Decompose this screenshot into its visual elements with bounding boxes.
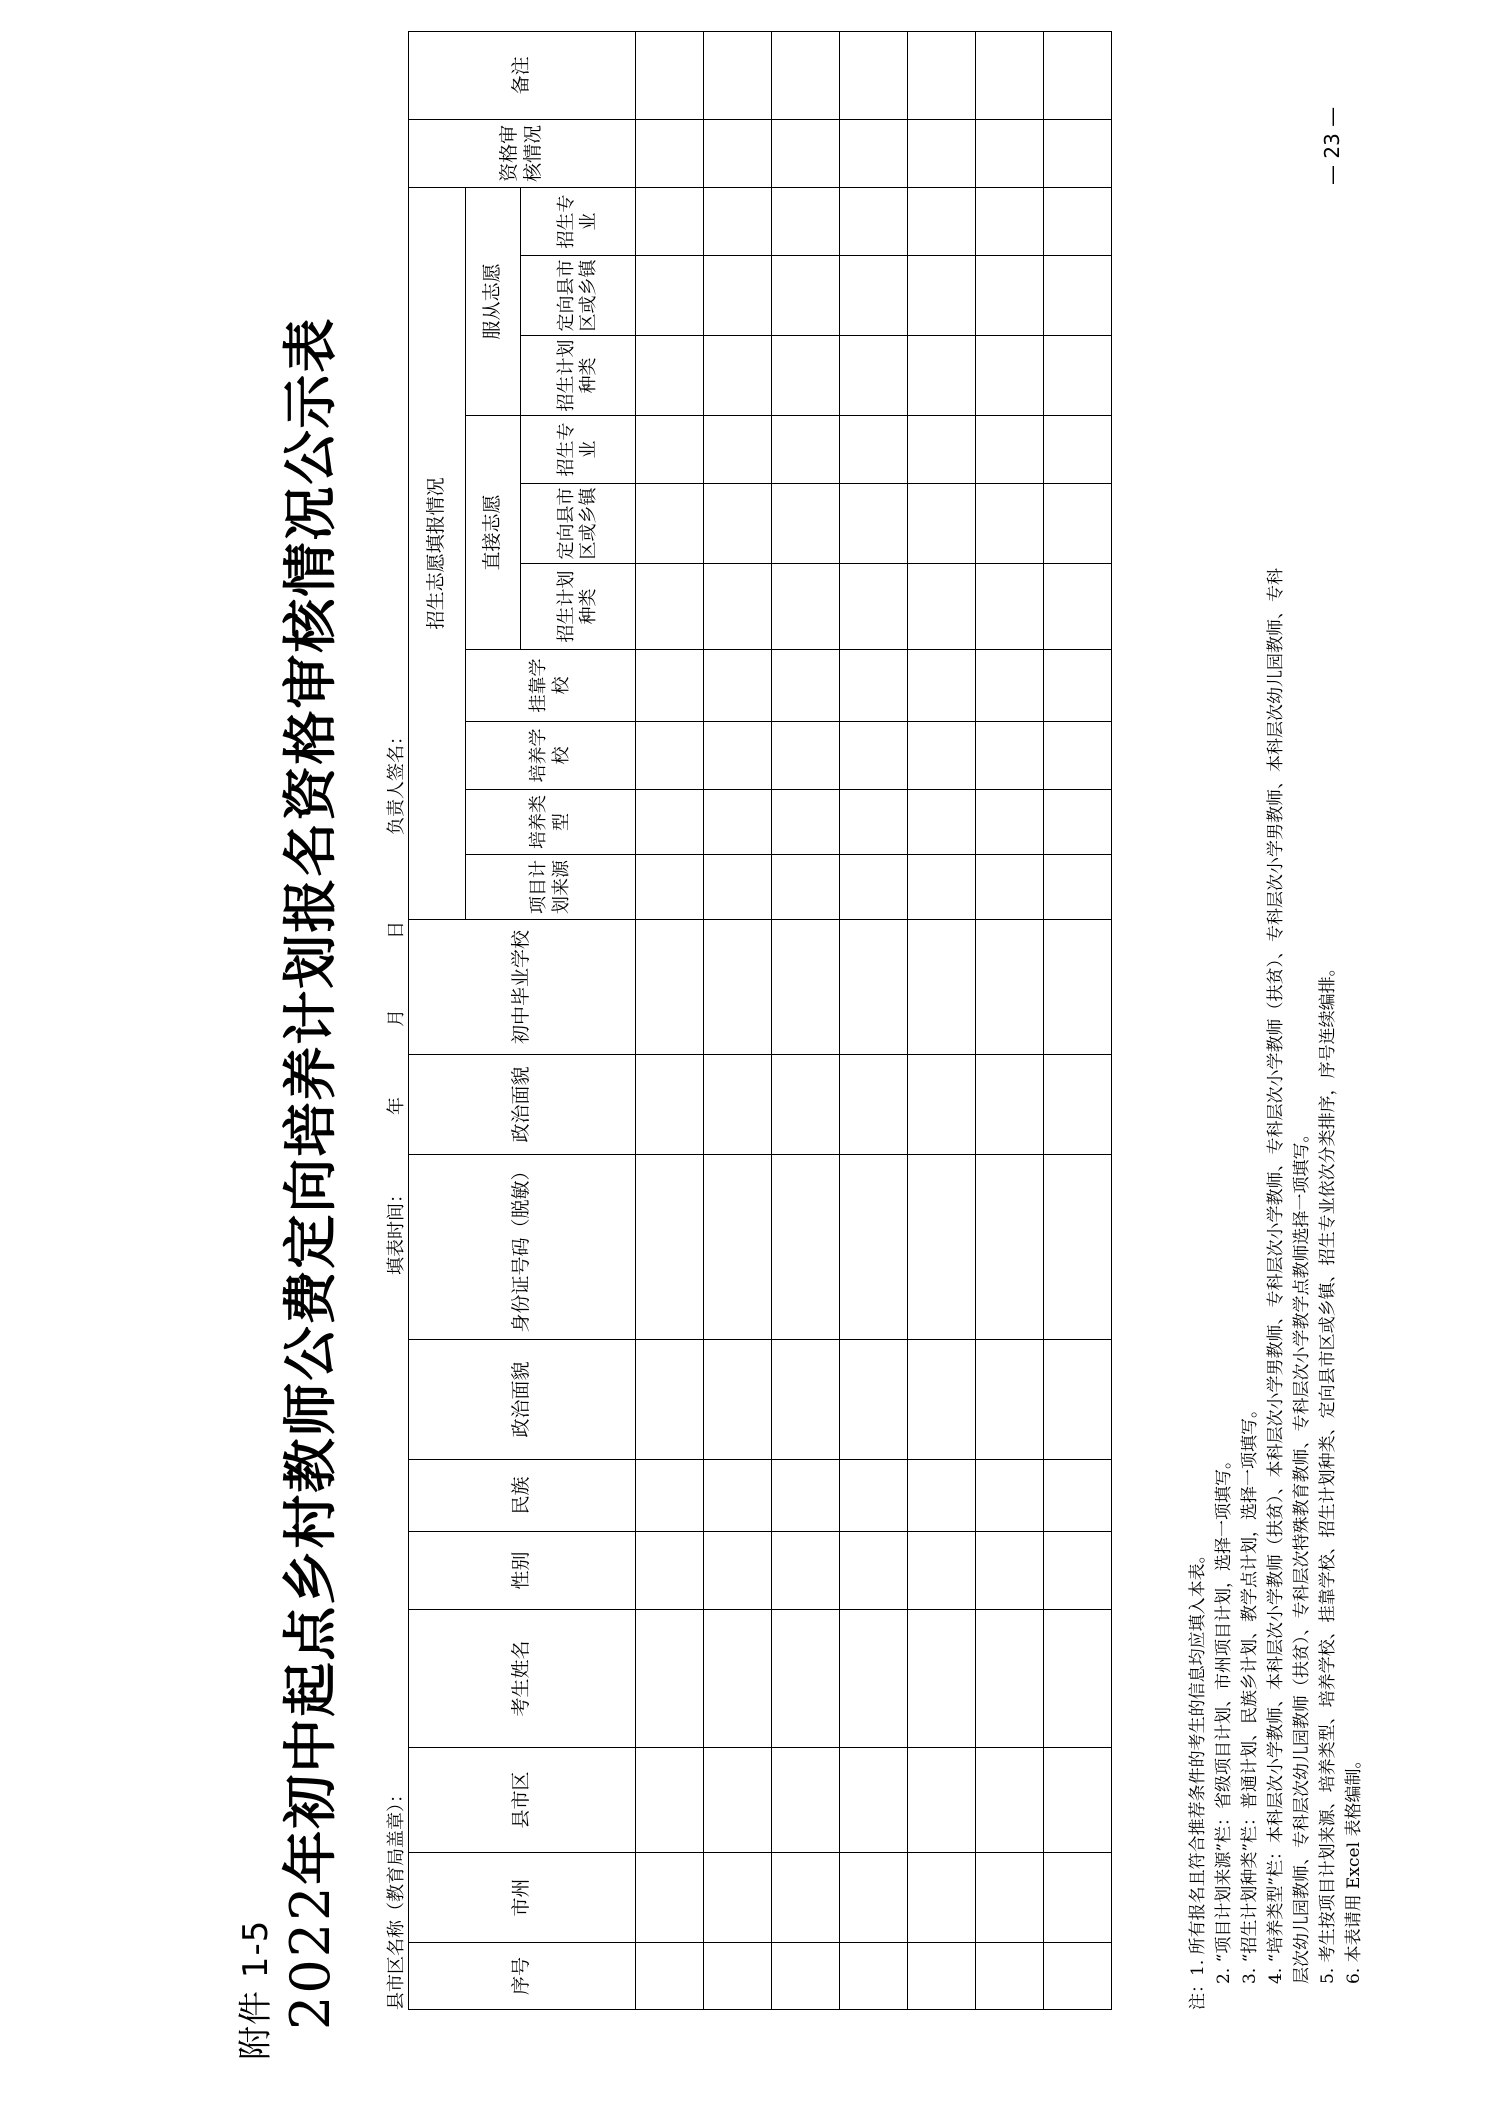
table-cell xyxy=(1044,256,1112,336)
group-direct: 直接志愿 xyxy=(466,416,521,650)
table-cell xyxy=(976,855,1044,920)
table-cell xyxy=(976,564,1044,650)
table-cell xyxy=(976,416,1044,484)
table-cell xyxy=(840,1340,908,1460)
table-row xyxy=(772,31,840,2009)
table-cell xyxy=(1044,119,1112,187)
table-cell xyxy=(636,650,704,722)
table-cell xyxy=(840,1532,908,1610)
table-cell xyxy=(976,484,1044,564)
title-text: 年初中起点乡村教师公费定向培养计划报名资格审核情况公示表 xyxy=(278,316,342,1885)
table-row xyxy=(704,31,772,2009)
col-target-area-2: 定向县市区或乡镇 xyxy=(521,256,636,336)
table-cell xyxy=(976,1460,1044,1532)
table-cell xyxy=(976,336,1044,416)
table-cell xyxy=(704,1055,772,1155)
table-cell xyxy=(704,564,772,650)
note-line: 层次幼儿园教师、专科层次幼儿园教师（扶贫）、专科层次特殊教育教师、专科层次小学教学点教师选择一项填写。 xyxy=(1292,1125,1312,1984)
table-cell xyxy=(772,1155,840,1340)
table-cell xyxy=(636,484,704,564)
table-cell xyxy=(840,416,908,484)
table-cell xyxy=(772,790,840,855)
table-cell xyxy=(908,336,976,416)
table-cell xyxy=(704,650,772,722)
table-cell xyxy=(636,336,704,416)
table-cell xyxy=(1044,855,1112,920)
col-plan-type-2: 招生计划种类 xyxy=(521,336,636,416)
table-cell xyxy=(704,484,772,564)
table-cell xyxy=(704,119,772,187)
table-cell xyxy=(976,1943,1044,2010)
table-cell xyxy=(908,1340,976,1460)
table-cell xyxy=(704,920,772,1055)
col-county: 县市区 xyxy=(409,1748,636,1853)
table-cell xyxy=(636,920,704,1055)
table-cell xyxy=(636,1610,704,1748)
table-cell xyxy=(908,650,976,722)
table-cell xyxy=(976,920,1044,1055)
day-char: 日 xyxy=(386,921,407,939)
table-cell xyxy=(772,1055,840,1155)
table-cell xyxy=(1044,484,1112,564)
col-training-school: 培养学校 xyxy=(466,722,636,790)
county-label: 县市区名称（教育局盖章）： xyxy=(386,1785,407,2010)
table-cell xyxy=(908,119,976,187)
table-cell xyxy=(908,790,976,855)
table-cell xyxy=(840,1748,908,1853)
table-cell xyxy=(636,1943,704,2010)
table-cell xyxy=(908,1155,976,1340)
table-cell xyxy=(840,650,908,722)
year-char: 年 xyxy=(386,1097,407,1115)
table-cell xyxy=(636,1853,704,1943)
col-school: 初中毕业学校 xyxy=(409,920,636,1055)
table-cell xyxy=(1044,1943,1112,2010)
table-cell xyxy=(976,119,1044,187)
table-cell xyxy=(636,187,704,255)
table-cell xyxy=(976,31,1044,119)
col-major: 招生专业 xyxy=(521,416,636,484)
table-cell xyxy=(908,1853,976,1943)
table-cell xyxy=(772,119,840,187)
table-cell xyxy=(704,187,772,255)
table-cell xyxy=(908,855,976,920)
table-row xyxy=(1044,31,1112,2009)
table-cell xyxy=(636,1055,704,1155)
table-cell xyxy=(1044,920,1112,1055)
table-row xyxy=(840,31,908,2009)
table-cell xyxy=(704,256,772,336)
table-cell xyxy=(976,187,1044,255)
table-cell xyxy=(1044,564,1112,650)
note-line: 2. “项目计划来源”栏：省级项目计划、市州项目计划，选择一项填写。 xyxy=(1214,1451,1234,1984)
table-cell xyxy=(908,722,976,790)
table-cell xyxy=(976,1155,1044,1340)
table-cell xyxy=(704,1943,772,2010)
fill-date-label: 填表时间： xyxy=(386,1185,407,1275)
table-cell xyxy=(840,336,908,416)
table-cell xyxy=(976,256,1044,336)
table-cell xyxy=(840,722,908,790)
col-target-area: 定向县市区或乡镇 xyxy=(521,484,636,564)
table-row xyxy=(908,31,976,2009)
table-cell xyxy=(772,416,840,484)
table-cell xyxy=(1044,1748,1112,1853)
table-cell xyxy=(840,256,908,336)
table-cell xyxy=(636,416,704,484)
table-cell xyxy=(908,31,976,119)
table-cell xyxy=(908,920,976,1055)
table-cell xyxy=(840,187,908,255)
note-line: 3. “招生计划种类”栏：普通计划、民族乡计划、教学点计划，选择一项填写。 xyxy=(1240,1400,1260,1984)
table-cell xyxy=(636,1460,704,1532)
table-cell xyxy=(1044,1610,1112,1748)
table-cell xyxy=(636,31,704,119)
col-prefecture: 市州 xyxy=(409,1853,636,1943)
table-cell xyxy=(636,1340,704,1460)
table-cell xyxy=(976,650,1044,722)
note-line: 4. “培养类型”栏：本科层次小学教师、本科层次小学教师（扶贫）、本科层次小学男教师、专科层次小学教师、专科层次小学教师（扶贫）、专科层次小学男教师、本科层次幼儿园教师、专科 xyxy=(1266,567,1286,1984)
table-cell xyxy=(704,1532,772,1610)
table-cell xyxy=(636,564,704,650)
table-cell xyxy=(908,484,976,564)
table-cell xyxy=(772,484,840,564)
table-cell xyxy=(976,1340,1044,1460)
table-cell xyxy=(704,855,772,920)
table-row xyxy=(636,31,704,2009)
table-cell xyxy=(908,256,976,336)
table-cell xyxy=(908,1610,976,1748)
fill-date xyxy=(382,921,408,1275)
table-cell xyxy=(908,416,976,484)
table-cell xyxy=(772,1853,840,1943)
table-cell xyxy=(772,855,840,920)
table-cell xyxy=(772,650,840,722)
table-cell xyxy=(772,1340,840,1460)
col-ethnicity: 民族 xyxy=(409,1460,636,1532)
table-cell xyxy=(976,1055,1044,1155)
month-char: 月 xyxy=(386,1009,407,1027)
table-cell xyxy=(840,31,908,119)
table-cell xyxy=(1044,31,1112,119)
signature-label: 负责人签名： xyxy=(386,727,407,835)
table-cell xyxy=(1044,416,1112,484)
table-cell xyxy=(976,1610,1044,1748)
col-plan-type: 招生计划种类 xyxy=(521,564,636,650)
table-cell xyxy=(704,1155,772,1340)
table-cell xyxy=(840,119,908,187)
table-cell xyxy=(704,1340,772,1460)
table-cell xyxy=(1044,790,1112,855)
table-cell xyxy=(1044,1055,1112,1155)
table-cell xyxy=(772,187,840,255)
table-cell xyxy=(772,920,840,1055)
note-line: 6. 本表请用 Excel 表格编制。 xyxy=(1344,1751,1364,1984)
table-cell xyxy=(908,1055,976,1155)
table-cell xyxy=(976,1853,1044,1943)
table-cell xyxy=(840,564,908,650)
table-cell xyxy=(1044,187,1112,255)
table-cell xyxy=(704,1748,772,1853)
table-cell xyxy=(772,1532,840,1610)
table-cell xyxy=(976,1748,1044,1853)
table-cell xyxy=(704,1460,772,1532)
table-cell xyxy=(1044,1853,1112,1943)
group-volunteer: 招生志愿填报情况 xyxy=(409,187,466,919)
table-cell xyxy=(976,722,1044,790)
table-cell xyxy=(636,256,704,336)
table-cell xyxy=(772,31,840,119)
table-cell xyxy=(976,790,1044,855)
table-cell xyxy=(772,1460,840,1532)
table-cell xyxy=(840,855,908,920)
table-cell xyxy=(840,920,908,1055)
table-cell xyxy=(772,1943,840,2010)
col-affiliated-school: 挂靠学校 xyxy=(466,650,636,722)
table-cell xyxy=(1044,1460,1112,1532)
table-cell xyxy=(908,1532,976,1610)
note-line: 注：1. 所有报名且符合推荐条件的考生的信息均应填入本表。 xyxy=(1188,1546,1208,2010)
table-cell xyxy=(1044,650,1112,722)
table-cell xyxy=(1044,1155,1112,1340)
table-cell xyxy=(908,1943,976,2010)
col-training-type: 培养类型 xyxy=(466,790,636,855)
table-cell xyxy=(772,1610,840,1748)
table-cell xyxy=(1044,1340,1112,1460)
col-major-2: 招生专业 xyxy=(521,187,636,255)
table-cell xyxy=(636,1748,704,1853)
col-gender: 性别 xyxy=(409,1532,636,1610)
table-cell xyxy=(1044,1532,1112,1610)
annex-label: 附件 1-5 xyxy=(236,1919,276,2060)
table-cell xyxy=(636,119,704,187)
page-number: — 23 — xyxy=(1320,106,1344,185)
table-cell xyxy=(840,1155,908,1340)
table-cell xyxy=(1044,336,1112,416)
table-cell xyxy=(704,722,772,790)
registration-table xyxy=(408,56,1112,2010)
table-cell xyxy=(840,484,908,564)
table-cell xyxy=(772,722,840,790)
table-cell xyxy=(772,1748,840,1853)
col-political-2: 政治面貌 xyxy=(409,1055,636,1155)
col-remarks: 备注 xyxy=(409,31,636,119)
table-cell xyxy=(636,855,704,920)
table-cell xyxy=(908,187,976,255)
notes xyxy=(1185,90,1367,2010)
table-cell xyxy=(704,790,772,855)
group-obey: 服从志愿 xyxy=(466,187,521,415)
table-cell xyxy=(976,1532,1044,1610)
table-cell xyxy=(772,564,840,650)
table-cell xyxy=(704,1610,772,1748)
col-seq: 序号 xyxy=(409,1943,636,2010)
col-qualification: 资格审核情况 xyxy=(409,119,636,187)
note-line: 5. 考生按项目计划来源、培养类型、培养学校、挂靠学校、招生计划种类、定向县市区或乡镇、招生专业依次分类排序，序号连续编排。 xyxy=(1318,959,1338,1984)
col-project-source: 项目计划来源 xyxy=(466,855,636,920)
table-cell xyxy=(908,1460,976,1532)
table-cell xyxy=(704,336,772,416)
table-cell xyxy=(840,790,908,855)
table-cell xyxy=(772,336,840,416)
table-cell xyxy=(636,722,704,790)
table-cell xyxy=(840,1460,908,1532)
table-cell xyxy=(636,790,704,855)
table-cell xyxy=(840,1055,908,1155)
table-body xyxy=(636,31,1112,2009)
table-cell xyxy=(908,1748,976,1853)
title-year: 2022 xyxy=(279,1884,342,2030)
table-cell xyxy=(772,256,840,336)
rotated-landscape-sheet xyxy=(100,56,1364,2070)
table-cell xyxy=(636,1532,704,1610)
col-id: 身份证号码（脱敏） xyxy=(409,1155,636,1340)
table-cell xyxy=(840,1853,908,1943)
table-cell xyxy=(840,1943,908,2010)
table-row xyxy=(976,31,1044,2009)
table-cell xyxy=(704,416,772,484)
col-name: 考生姓名 xyxy=(409,1610,636,1748)
table-cell xyxy=(704,31,772,119)
page-title xyxy=(268,80,345,2030)
table-cell xyxy=(840,1610,908,1748)
table-cell xyxy=(704,1853,772,1943)
table-cell xyxy=(636,1155,704,1340)
table-cell xyxy=(908,564,976,650)
table-cell xyxy=(1044,722,1112,790)
col-political: 政治面貌 xyxy=(409,1340,636,1460)
